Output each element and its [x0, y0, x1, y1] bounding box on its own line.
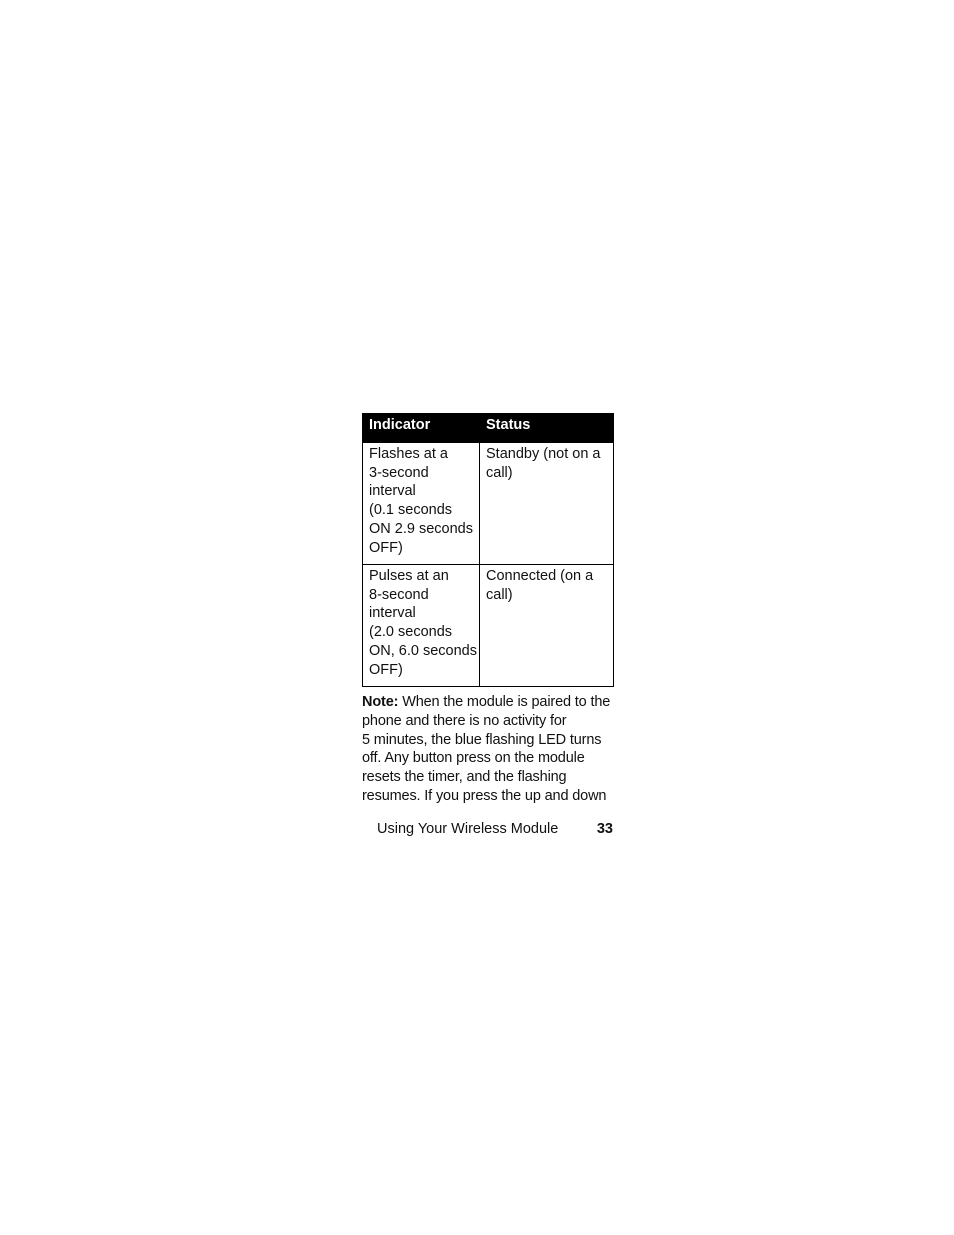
- cell-line: Connected (on a: [486, 568, 594, 584]
- cell-line: ON, 6.0 seconds: [369, 642, 477, 659]
- indicator-status-table: [362, 413, 614, 687]
- column-header-indicator: Indicator: [363, 414, 480, 443]
- note-line: resumes. If you press the up and down: [362, 787, 607, 804]
- cell-line: (2.0 seconds: [369, 624, 453, 641]
- cell-line: Standby (not on a: [486, 446, 601, 462]
- column-header-status: Status: [480, 414, 614, 443]
- cell-line: OFF): [369, 539, 403, 556]
- cell-line: (0.1 seconds: [369, 502, 453, 519]
- note-line: phone and there is no activity for: [362, 712, 567, 729]
- footer-section-title: Using Your Wireless Module: [377, 821, 559, 837]
- cell-line: Pulses at an: [369, 568, 449, 584]
- cell-line: interval: [369, 483, 416, 500]
- cell-line: interval: [369, 605, 416, 622]
- cell-line: call): [486, 464, 513, 481]
- cell-line: 3-second: [369, 464, 429, 481]
- note-line: off. Any button press on the module: [362, 750, 585, 767]
- note-line: 5 minutes, the blue flashing LED turns: [362, 731, 602, 748]
- cell-line: Flashes at a: [369, 446, 448, 462]
- indicator-cell: [363, 443, 480, 565]
- note-paragraph: [362, 693, 613, 806]
- note-line: [362, 693, 613, 712]
- page-number: 33: [596, 821, 613, 837]
- page-content: [362, 413, 613, 806]
- status-cell: [480, 565, 614, 687]
- cell-line: call): [486, 586, 513, 603]
- note-text: When the module is paired to the: [398, 694, 611, 710]
- cell-line: ON 2.9 seconds: [369, 520, 473, 537]
- indicator-cell: [363, 565, 480, 687]
- table-row: [363, 565, 614, 687]
- status-cell: [480, 443, 614, 565]
- table-row: [363, 443, 614, 565]
- cell-line: 8-second: [369, 586, 429, 603]
- note-label: Note:: [362, 694, 399, 710]
- cell-line: OFF): [369, 661, 403, 678]
- note-line: resets the timer, and the flashing: [362, 769, 567, 786]
- table-header-row: [363, 414, 614, 443]
